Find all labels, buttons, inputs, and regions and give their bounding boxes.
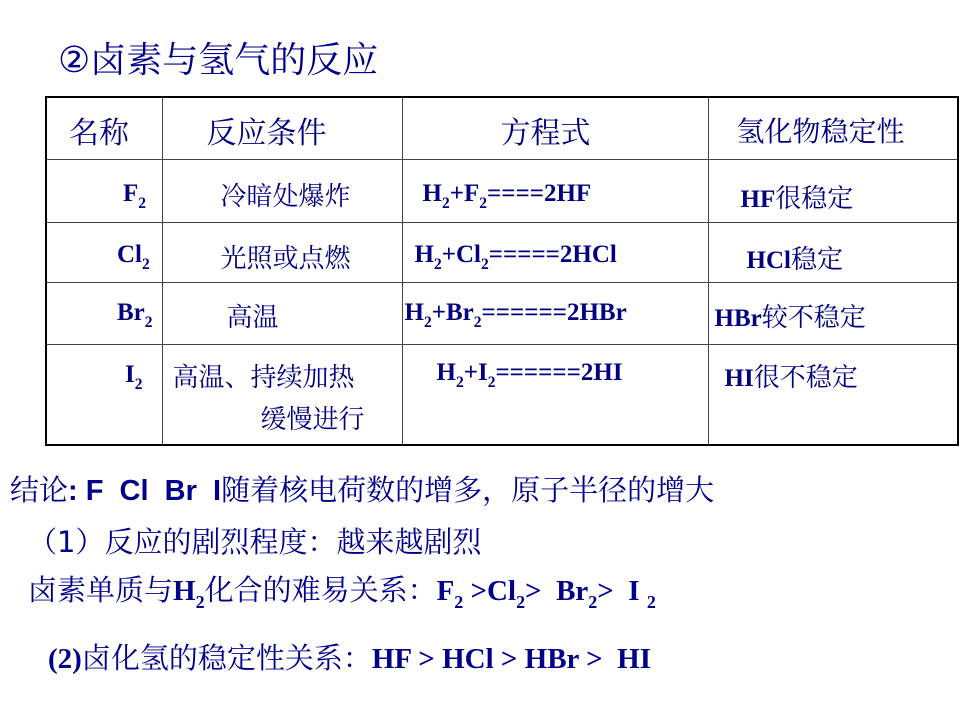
reaction-condition: 高温、持续加热 [172, 362, 355, 393]
conclusion-prefix: 结论 [10, 473, 69, 507]
conclusion-elements: : F Cl Br I [68, 475, 222, 507]
reaction-equation: $H_2+F_2====2HF$ [422, 179, 592, 212]
header-stability: 氢化物稳定性 [736, 115, 905, 148]
table-row [46, 282, 958, 344]
point-2-order: HF > HCl > HBr > HI [371, 643, 652, 675]
point-2-text: 卤化氢的稳定性关系： [81, 641, 372, 675]
reaction-condition-line2: 缓慢进行 [260, 404, 365, 435]
header-name: 名称 [69, 116, 129, 151]
halogen-reaction-table [45, 96, 959, 446]
halogen-name: $Cl_2$ [117, 240, 150, 273]
point-1-number: （1） [28, 525, 105, 559]
table-row [46, 222, 958, 282]
table-row [46, 159, 958, 222]
hydride-stability: HCl稳定 [746, 244, 843, 275]
hydride-stability: HBr较不稳定 [714, 302, 866, 333]
header-equation: 方程式 [500, 116, 591, 151]
point-1-text: 反应的剧烈程度：越来越剧烈 [104, 525, 482, 559]
halogen-name: $Br_2$ [117, 298, 153, 331]
difficulty-line: 卤素单质与$H_2$化合的难易关系：$F_2 >Cl_2> Br_2> I$ $_2$ [28, 573, 656, 613]
point-2 [48, 636, 651, 677]
difficulty-order: $F_2 >Cl_2> Br_2> I$ $_2$ [436, 575, 656, 613]
slide-title: ②卤素与氢气的反应 [58, 40, 379, 81]
header-condition: 反应条件 [206, 116, 327, 151]
reaction-equation: $H_2+Br_2======2HBr$ [404, 298, 627, 331]
halogen-name: $I_2$ [125, 360, 143, 393]
table-header-row [46, 97, 958, 159]
hydride-stability: HI很不稳定 [724, 362, 858, 393]
reaction-equation: $H_2+I_2======2HI$ [436, 358, 623, 391]
hydride-stability: HF很稳定 [740, 183, 854, 214]
reaction-condition: 高温 [226, 302, 279, 333]
point-1 [28, 520, 481, 561]
point-2-number: (2) [48, 643, 82, 675]
reaction-condition: 冷暗处爆炸 [220, 181, 351, 212]
reaction-equation: $H_2+Cl_2=====2HCl$ [414, 240, 617, 273]
conclusion-line [10, 468, 714, 509]
conclusion-rest: 随着核电荷数的增多，原子半径的增大 [221, 473, 715, 507]
reaction-condition: 光照或点燃 [220, 243, 351, 274]
halogen-name: $F_2$ [123, 179, 147, 212]
table-row [46, 344, 958, 445]
